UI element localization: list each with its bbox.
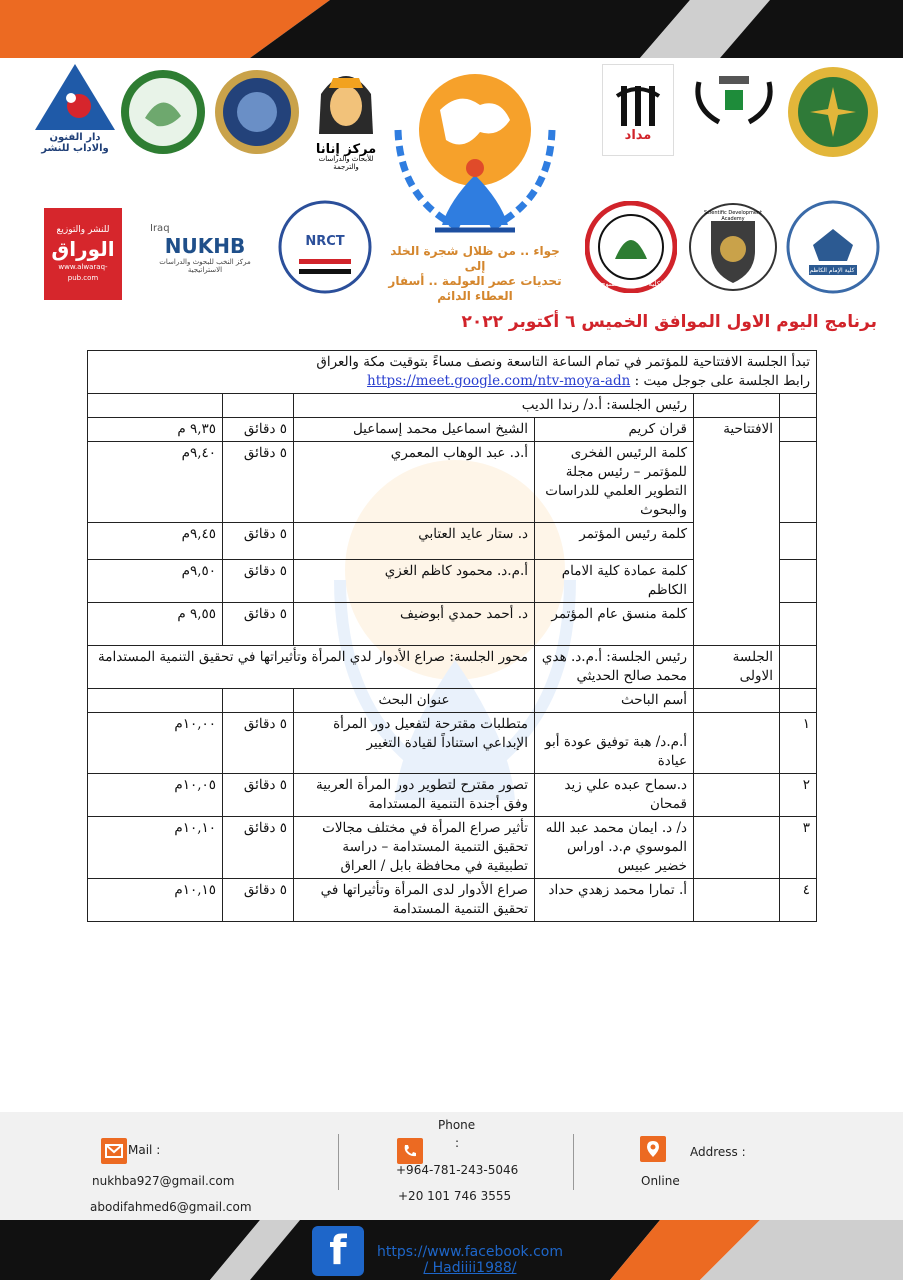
session0-chair: رئيس الجلسة: أ.د/ رندا الديب <box>294 394 694 418</box>
session-time: ٩,٥٥ م <box>88 603 223 646</box>
footer-divider <box>338 1134 339 1190</box>
conference-slogan-line1: جواء .. من ظلال شجرة الخلد إلى <box>390 244 560 273</box>
empty-cell <box>88 394 223 418</box>
paper-row <box>88 713 817 774</box>
arts-publishing-caption: دار الفنون والاداب للنشر <box>41 132 109 154</box>
facebook-link[interactable] <box>370 1244 570 1276</box>
paper-row <box>88 879 817 922</box>
session0-row <box>88 418 817 442</box>
session1-chair-row <box>88 646 817 689</box>
green-seal-icon <box>119 68 207 156</box>
paper-row <box>88 774 817 817</box>
row-number <box>780 560 817 603</box>
empty-cell <box>694 879 780 922</box>
imam-college-caption: كلية الإمام الكاظم <box>809 267 855 274</box>
paper-time: ١٠,١٥م <box>88 879 223 922</box>
row-number <box>780 523 817 560</box>
conference-slogan-line3: العطاء الدائم <box>437 289 513 303</box>
paper-duration: ٥ دقائق <box>223 879 294 922</box>
paper-duration: ٥ دقائق <box>223 713 294 774</box>
session1-name: الجلسة الاولى <box>694 646 780 689</box>
empty-cell <box>694 774 780 817</box>
conference-logo <box>380 60 570 303</box>
session-person: أ.د. عبد الوهاب المعمري <box>294 442 535 523</box>
mail-icon <box>101 1138 127 1164</box>
row-number <box>780 603 817 646</box>
phone-label: Phone <box>438 1118 476 1132</box>
address-label: Address : <box>690 1145 746 1159</box>
location-pin-icon <box>640 1136 666 1162</box>
empty-cell <box>694 394 780 418</box>
row-number <box>780 442 817 523</box>
alwaraq-name: الوراق <box>51 236 115 261</box>
ministry-seal-logo <box>785 64 881 160</box>
session-duration: ٥ دقائق <box>223 418 294 442</box>
meet-link-label: رابط الجلسة على جوجل ميت : <box>634 373 811 389</box>
row-number <box>780 418 817 442</box>
col-researcher-header: أسم الباحث <box>535 689 694 713</box>
imam-college-seal-icon <box>785 199 881 295</box>
session1-axis: محور الجلسة: صراع الأدوار لدي المرأة وتأثيراتها في تحقيق التنمية المستدامة <box>88 646 535 689</box>
nukhb-logo <box>150 208 260 288</box>
session-person: أ.م.د. محمود كاظم الغزي <box>294 560 535 603</box>
meet-link-line <box>94 372 810 391</box>
session-time: ٩,٤٥م <box>88 523 223 560</box>
opening-line: تبدأ الجلسة الافتتاحية للمؤتمر في تمام الساعة التاسعة ونصف مساءً بتوقيت مكة والعراق <box>316 354 811 370</box>
session-person: د. أحمد حمدي أبوضيف <box>294 603 535 646</box>
session-item: كلمة رئيس المؤتمر <box>535 523 694 560</box>
paper-number: ٣ <box>780 817 817 879</box>
empty-cell <box>694 689 780 713</box>
triangle-emblem-icon <box>33 62 117 132</box>
col-title-header: عنوان البحث <box>294 689 535 713</box>
meet-link[interactable]: https://meet.google.com/ntv-moya-adn <box>367 373 631 389</box>
session-person: الشيخ اسماعيل محمد إسماعيل <box>294 418 535 442</box>
paper-time: ١٠,٠٠م <box>88 713 223 774</box>
opening-announcement-row <box>88 351 817 394</box>
mail-address-2[interactable]: abodifahmed6@gmail.com <box>90 1200 252 1214</box>
opening-announcement <box>88 351 817 394</box>
empty-cell <box>694 817 780 879</box>
empty-cell <box>223 394 294 418</box>
session-time: ٩,٥٠م <box>88 560 223 603</box>
empty-cell <box>223 689 294 713</box>
facebook-url-line2: / Hadiiii1988/ <box>423 1260 517 1276</box>
session-person: د. ستار عايد العتابي <box>294 523 535 560</box>
program-table <box>87 350 817 922</box>
address-value: Online <box>641 1174 680 1188</box>
facebook-icon[interactable]: f <box>312 1226 364 1276</box>
paper-row <box>88 817 817 879</box>
paper-title: تأثير صراع المرأة في مختلف مجالات تحقيق التنمية المستدامة – دراسة تطبيقية في محافظة بابل / العراق <box>294 817 535 879</box>
row-number <box>780 689 817 713</box>
green-seal-logo <box>118 66 208 158</box>
mail-label: Mail : <box>128 1143 161 1157</box>
open-college-logo <box>584 200 678 294</box>
nukhb-country: Iraq <box>150 222 170 234</box>
paper-title: متطلبات مقترحة لتفعيل دور المرأة الإبداعي استناداً لقيادة التغيير <box>294 713 535 774</box>
blue-gold-seal-icon <box>213 68 301 156</box>
session1-chair: رئيس الجلسة: أ.م.د. هدي محمد صالح الحديثي <box>535 646 694 689</box>
partner-logos <box>0 58 903 308</box>
session0-chair-row <box>88 394 817 418</box>
session-time: ٩,٤٠م <box>88 442 223 523</box>
paper-duration: ٥ دقائق <box>223 774 294 817</box>
laurel-logo <box>688 70 780 130</box>
empty-cell <box>88 689 223 713</box>
empty-cell <box>780 394 817 418</box>
paper-number: ٤ <box>780 879 817 922</box>
imam-kadhim-logo <box>784 198 882 296</box>
midad-logo <box>602 64 674 156</box>
paper-number: ٢ <box>780 774 817 817</box>
page-title: برنامج اليوم الاول الموافق الخميس ٦ أكتوبر ٢٠٢٢ <box>461 312 877 332</box>
contact-footer <box>0 1112 903 1220</box>
paper-duration: ٥ دقائق <box>223 817 294 879</box>
paper-time: ١٠,٠٥م <box>88 774 223 817</box>
alwaraq-top: للنشر والتوزيع <box>56 224 110 235</box>
phone-number-1[interactable]: +964-781-243-5046 <box>396 1163 519 1177</box>
paper-number: ١ <box>780 713 817 774</box>
paper-time: ١٠,١٠م <box>88 817 223 879</box>
paper-researcher: أ. تمارا محمد زهدي حداد <box>535 879 694 922</box>
paper-researcher: د.سماح عبده علي زيد قمحان <box>535 774 694 817</box>
nrct-label: NRCT <box>305 234 345 249</box>
facebook-url-line1: https://www.facebook.com <box>377 1244 563 1260</box>
globe-tree-icon <box>380 60 570 240</box>
session-item: كلمة عمادة كلية الامام الكاظم <box>535 560 694 603</box>
inana-subcaption: للأبحاث والدراسات والترجمة <box>318 154 374 171</box>
session-time: ٩,٣٥ م <box>88 418 223 442</box>
laurel-wreath-icon <box>689 72 779 128</box>
nukhb-name: NUKHB <box>164 233 246 258</box>
scientific-academy-caption: Scientific Development Academy <box>703 210 763 222</box>
session-item: كلمة منسق عام المؤتمر <box>535 603 694 646</box>
conference-slogan-line2: تحديات عصر العولمة .. أسفار <box>388 274 562 288</box>
session-item: قران كريم <box>535 418 694 442</box>
nukhb-caption: مركز النخب للبحوث والدراسات الاستراتيجية <box>159 257 251 274</box>
paper-researcher: أ.م.د/ هبة توفيق عودة أبو عيادة <box>535 713 694 774</box>
empty-cell <box>694 713 780 774</box>
paper-researcher: د/ د. ايمان محمد عبد الله الموسوي م.د. اوراس خضير عبيس <box>535 817 694 879</box>
header-band <box>0 0 903 58</box>
session-duration: ٥ دقائق <box>223 442 294 523</box>
open-college-caption: الكلية التربوية المفتوحة <box>597 280 665 288</box>
footer-divider <box>573 1134 574 1190</box>
alwaraq-logo <box>44 208 122 300</box>
blue-seal-logo <box>212 66 302 158</box>
session-item: كلمة الرئيس الفخرى للمؤتمر – رئيس مجلة التطوير العلمي للدراسات والبحوث <box>535 442 694 523</box>
paper-title: صراع الأدوار لدى المرأة وتأثيراتها في تحقيق التنمية المستدامة <box>294 879 535 922</box>
phone-number-2[interactable]: +20 101 746 3555 <box>398 1189 512 1203</box>
midad-columns-icon <box>613 80 663 130</box>
phone-colon: : <box>455 1136 460 1150</box>
row-number <box>780 646 817 689</box>
paper-title: تصور مقترح لتطوير دور المرأة العربية وفق أجندة التنمية المستدامة <box>294 774 535 817</box>
session-duration: ٥ دقائق <box>223 603 294 646</box>
nrct-logo <box>276 198 374 296</box>
gold-seal-icon <box>786 65 880 159</box>
papers-header-row <box>88 689 817 713</box>
inana-caption: مركز إنانا <box>315 141 377 157</box>
inana-center-logo <box>306 58 386 176</box>
phone-icon <box>397 1138 423 1164</box>
session-duration: ٥ دقائق <box>223 523 294 560</box>
alwaraq-url: www.alwaraq-pub.com <box>58 262 108 282</box>
scientific-academy-logo <box>688 198 778 296</box>
arts-publishing-logo <box>30 62 120 154</box>
session-duration: ٥ دقائق <box>223 560 294 603</box>
mail-address-1[interactable]: nukhba927@gmail.com <box>92 1174 235 1188</box>
goddess-face-icon <box>311 64 381 144</box>
midad-caption: مداد <box>624 127 652 143</box>
session0-name: الافتتاحية <box>694 418 780 646</box>
